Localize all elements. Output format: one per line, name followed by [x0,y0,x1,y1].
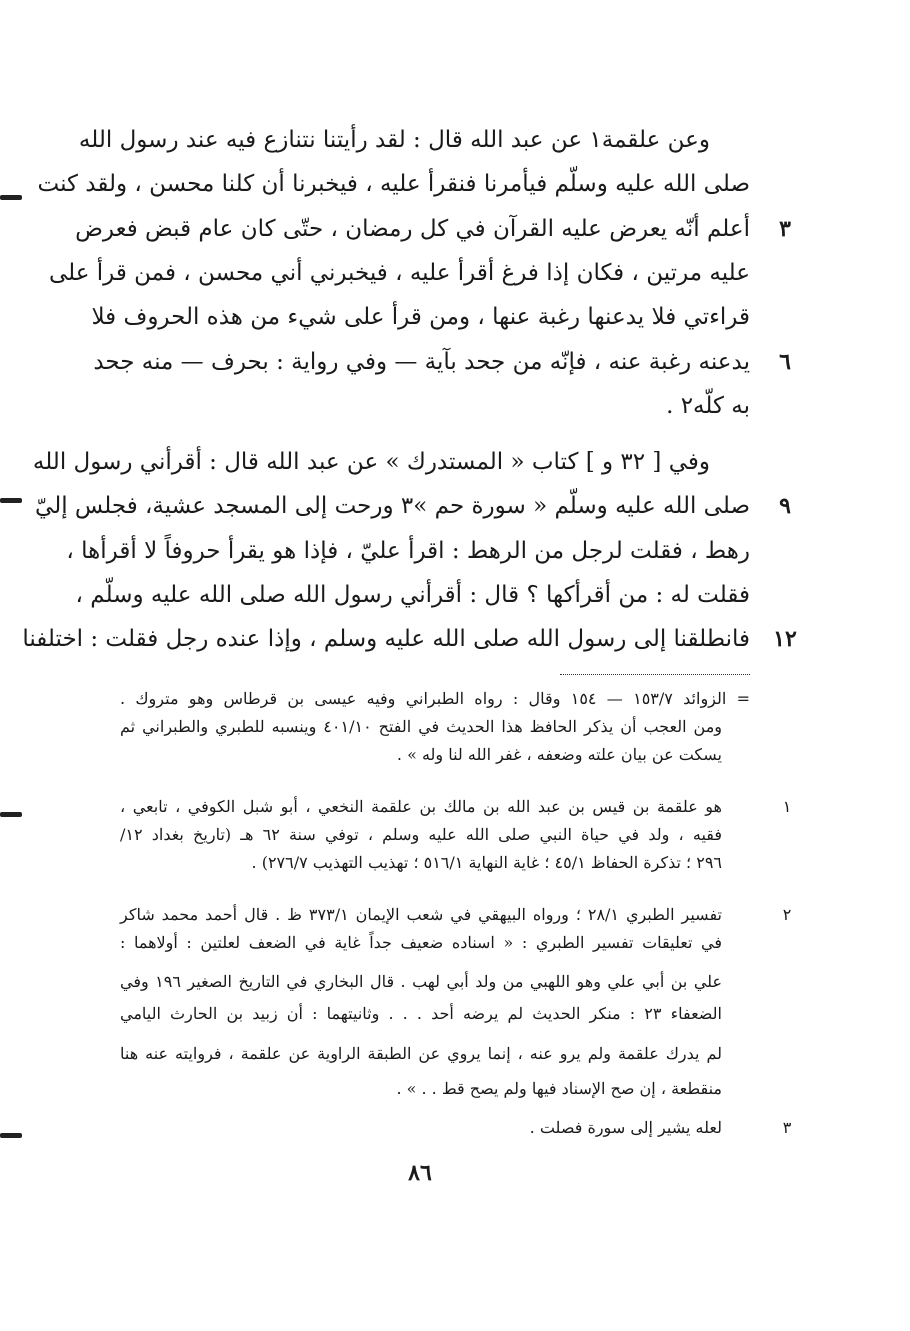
main-text-line: وفي [ ٣٢ و ] كتاب « المستدرك » عن عبد الله قال : أقرأني رسول الله [32,449,710,475]
main-text-line: صلى الله عليه وسلّم « سورة حم »٣ ورحت إلى المسجد عشية، فجلس إليّ [35,493,750,519]
main-text-line: قراءتي فلا يدعنها رغبة عنها ، ومن قرأ على شيء من هذه الحروف فلا [91,304,750,330]
main-text-line: صلى الله عليه وسلّم فيأمرنا فنقرأ عليه ، فيخبرنا أن كلنا محسن ، ولقد كنت [37,171,750,197]
footnote-separator [560,674,750,675]
footnote-line: ٢٩٦ ؛ تذكرة الحفاظ ٤٥/١ ؛ غاية النهاية ٥١٦/١ ؛ تهذيب التهذيب ٢٧٦/٧) . [251,853,722,872]
scan-edge-mark [0,812,22,817]
footnote-line: علي بن أبي علي وهو اللهبي من ولد أبي لهب . قال البخاري في التاريخ الصغير ١٩٦ وفي [120,972,722,991]
footnote-line: هو علقمة بن قيس بن عبد الله بن مالك بن علقمة النخعي ، أبو شبل الكوفي ، تابعي ، [120,797,722,816]
main-text-line: رهط ، فقلت لرجل من الرهط : اقرأ عليّ ، فإذا هو يقرأ حروفاً لا أقرأها ، [66,538,750,564]
footnote-line: فقيه ، ولد في حياة النبي صلى الله عليه وسلم ، توفي سنة ٦٢ هـ (تاريخ بغداد ١٢/ [120,825,723,844]
main-text-line: عليه مرتين ، فكان إذا فرغ أقرأ عليه ، فيخبرني أني محسن ، فمن قرأ على [48,260,750,286]
footnote-line: في تعليقات تفسير الطبري : « اسناده ضعيف جداً غاية في الضعف لعلتين : أولاهما : [120,933,722,952]
footnote-line: يسكت عن بيان علته وضعفه ، غفر الله لنا وله » . [396,745,722,764]
line-number: ٣ [779,216,791,242]
footnote-line: ومن العجب أن يذكر الحافظ هذا الحديث في الفتح ٤٠١/١٠ وينسبه للطبري والطبراني ثم [120,717,723,736]
main-text-line: يدعنه رغبة عنه ، فإنّه من جحد بآية — وفي رواية : بحرف — منه جحد [93,349,750,375]
footnote-line: الضعفاء ٢٣ : منكر الحديث لم يرضه أحد . . . وثانيتهما : أن زبيد بن الحارث اليامي [120,1004,723,1023]
line-number: ٦ [779,349,791,375]
footnote-marker: ١ [782,797,792,816]
footnote-marker: ٣ [782,1118,792,1137]
scan-edge-mark [0,498,22,503]
line-number: ١٢ [773,626,797,652]
scan-edge-mark [0,195,22,200]
footnote-line: لعله يشير إلى سورة فصلت . [529,1118,722,1137]
footnote-marker: ٢ [782,905,792,924]
main-text-line: وعن علقمة١ عن عبد الله قال : لقد رأيتنا نتنازع فيه عند رسول الله [78,127,710,153]
main-text-line: فانطلقنا إلى رسول الله صلى الله عليه وسلم ، وإذا عنده رجل فقلت : اختلفنا [22,626,750,652]
line-number: ٩ [779,493,791,519]
footnote-line: تفسير الطبري ٢٨/١ ؛ ورواه البيهقي في شعب الإيمان ٣٧٣/١ ظ . قال أحمد محمد شاكر [120,905,722,924]
main-text-line: فقلت له : من أقرأكها ؟ قال : أقرأني رسول الله صلى الله عليه وسلّم ، [75,582,750,608]
page-number: ٨٦ [408,1160,432,1186]
footnote-line: = الزوائد ١٥٣/٧ — ١٥٤ وقال : رواه الطبراني وفيه عيسى بن قرطاس وهو متروك . [120,689,751,708]
footnote-line: لم يدرك علقمة ولم يرو عنه ، إنما يروي عن الطبقة الراوية عن علقمة ، فروايته عنه هنا [120,1044,722,1063]
footnote-line: منقطعة ، إن صح الإسناد فيها ولم يصح قط . . » . [396,1079,722,1098]
scan-edge-mark [0,1133,22,1138]
main-text-line: أعلم أنّه يعرض عليه القرآن في كل رمضان ، حتّى كان عام قبض فعرض [75,216,750,242]
main-text-line: به كلّه٢ . [666,393,750,419]
